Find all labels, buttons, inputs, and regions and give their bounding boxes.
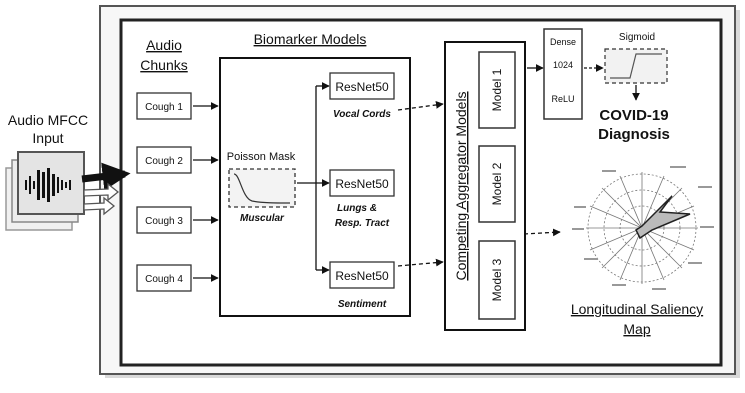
resnet-label-3: ResNet50 [335, 269, 389, 283]
dense-line3: ReLU [551, 94, 575, 104]
model-label-1: Model 1 [490, 68, 504, 112]
resnet-caption-3: Sentiment [337, 299, 387, 310]
sigmoid-label: Sigmoid [618, 32, 656, 43]
cough-label-4: Cough 4 [145, 274, 183, 285]
model-label-2: Model 2 [490, 162, 504, 206]
model-label-3: Model 3 [490, 258, 504, 302]
dense-line1: Dense [549, 37, 577, 47]
input-main-arrow [82, 174, 125, 179]
cough-label-1: Cough 1 [145, 102, 183, 113]
mfcc-input-box [18, 152, 84, 214]
dense-line2: 1024 [552, 60, 574, 70]
cough-label-3: Cough 3 [145, 216, 183, 227]
input-title-line2: Input [32, 130, 64, 146]
muscular-caption: Muscular [240, 213, 284, 224]
saliency-title-line1: Longitudinal Saliency [570, 301, 704, 317]
resnet-caption-2b: Resp. Tract [334, 218, 390, 229]
resnet-label-1: ResNet50 [335, 80, 389, 94]
poisson-mask-label: Poisson Mask [226, 151, 296, 163]
resnet-label-2: ResNet50 [335, 177, 389, 191]
audio-chunks-title-line2: Chunks [140, 57, 188, 73]
audio-chunks-title-line1: Audio [146, 37, 182, 53]
biomarker-title: Biomarker Models [253, 31, 367, 47]
input-title-line1: Audio MFCC [7, 112, 89, 128]
diagnosis-line1: COVID-19 [599, 107, 669, 124]
saliency-title-line2: Map [623, 321, 651, 337]
cough-label-2: Cough 2 [145, 156, 183, 167]
diagnosis-line2: Diagnosis [598, 126, 670, 143]
poisson-mask-box [229, 169, 295, 207]
resnet-caption-1: Vocal Cords [333, 109, 391, 120]
aggregator-title: Competing Aggregator Models [453, 91, 469, 281]
resnet-caption-2a: Lungs & [337, 203, 377, 214]
